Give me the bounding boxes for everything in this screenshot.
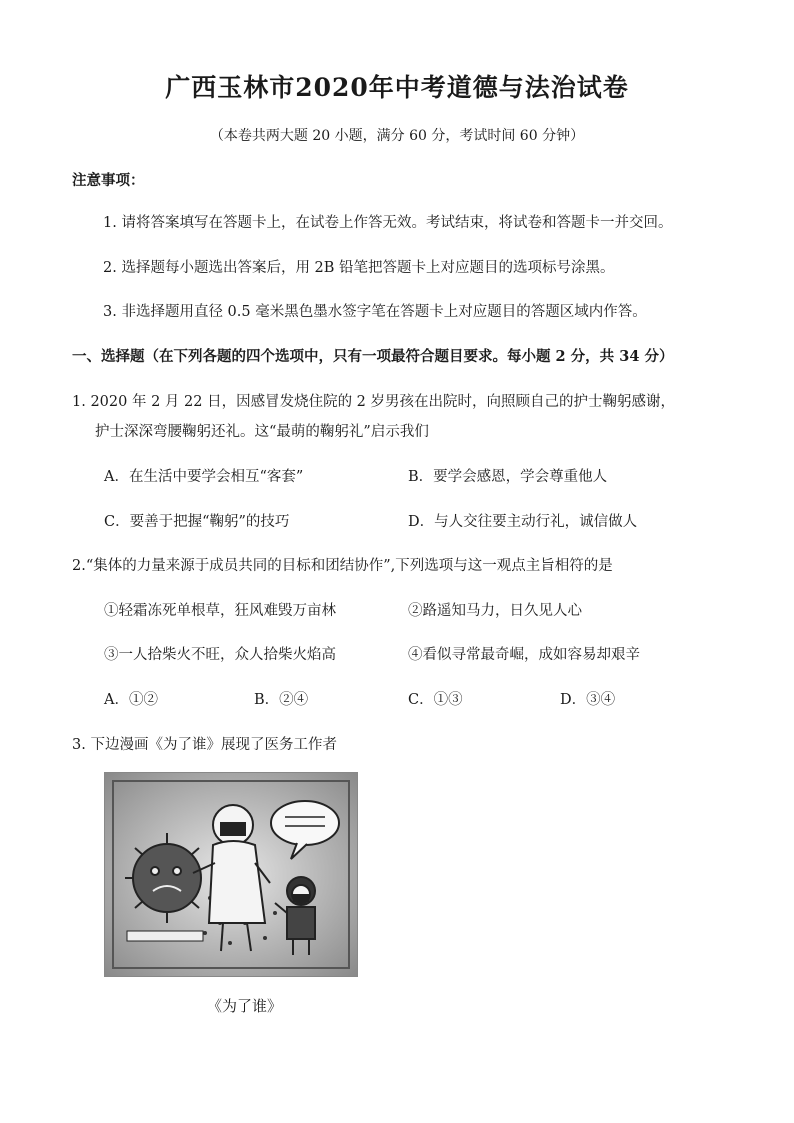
exam-info: （本卷共两大题 20 小题，满分 60 分，考试时间 60 分钟） (209, 128, 585, 144)
question-2-stem: 2.“集体的力量来源于成员共同的目标和团结协作”,下列选项与这一观点主旨相符的是 (72, 558, 613, 574)
notice-heading: 注意事项： (72, 172, 145, 189)
question-2-option-c: C．①③ (408, 692, 463, 708)
notice-item-2: 2. 选择题每小题选出答案后，用 2B 铅笔把答题卡上对应题目的选项标号涂黑。 (103, 260, 615, 276)
section-heading: 一、选择题（在下列各题的四个选项中，只有一项最符合题目要求。每小题 2 分，共 34 分） (72, 348, 674, 365)
question-1-line-1: 1. 2020 年 2 月 22 日，因感冒发烧住院的 2 岁男孩在出院时，向照顾自己的护士鞠躬感谢， (72, 394, 676, 410)
notice-item-3: 3. 非选择题用直径 0.5 毫米黑色墨水签字笔在答题卡上对应题目的答题区域内作答。 (103, 304, 647, 320)
cartoon-caption: 《为了谁》 (207, 997, 283, 1015)
question-2-statement-4: ④看似寻常最奇崛，成如容易却艰辛 (408, 647, 640, 663)
question-1-option-a: A．在生活中要学会相互“客套” (104, 469, 304, 485)
question-2-option-a: A．①② (104, 692, 158, 708)
question-1-option-c: C．要善于把握“鞠躬”的技巧 (104, 514, 290, 530)
question-1-option-d: D．与人交往要主动行礼，诚信做人 (408, 514, 638, 530)
cartoon-image (104, 772, 358, 977)
page-title: 广西玉林市2020年中考道德与法治试卷 (165, 73, 629, 102)
question-2-option-d: D．③④ (560, 692, 616, 708)
question-3-stem: 3. 下边漫画《为了谁》展现了医务工作者 (72, 737, 337, 753)
notice-item-1: 1. 请将答案填写在答题卡上，在试卷上作答无效。考试结束，将试卷和答题卡一并交回。 (103, 215, 673, 231)
question-2-statement-3: ③一人拾柴火不旺，众人拾柴火焰高 (104, 647, 336, 663)
question-1-option-b: B．要学会感恩，学会尊重他人 (408, 469, 608, 485)
question-2-statement-1: ①轻霜冻死单根草，狂风难毁万亩林 (104, 603, 336, 619)
question-2-option-b: B．②④ (254, 692, 309, 708)
question-1-line-2: 护士深深弯腰鞠躬还礼。这“最萌的鞠躬礼”启示我们 (95, 424, 429, 440)
question-2-statement-2: ②路遥知马力，日久见人心 (408, 603, 582, 619)
